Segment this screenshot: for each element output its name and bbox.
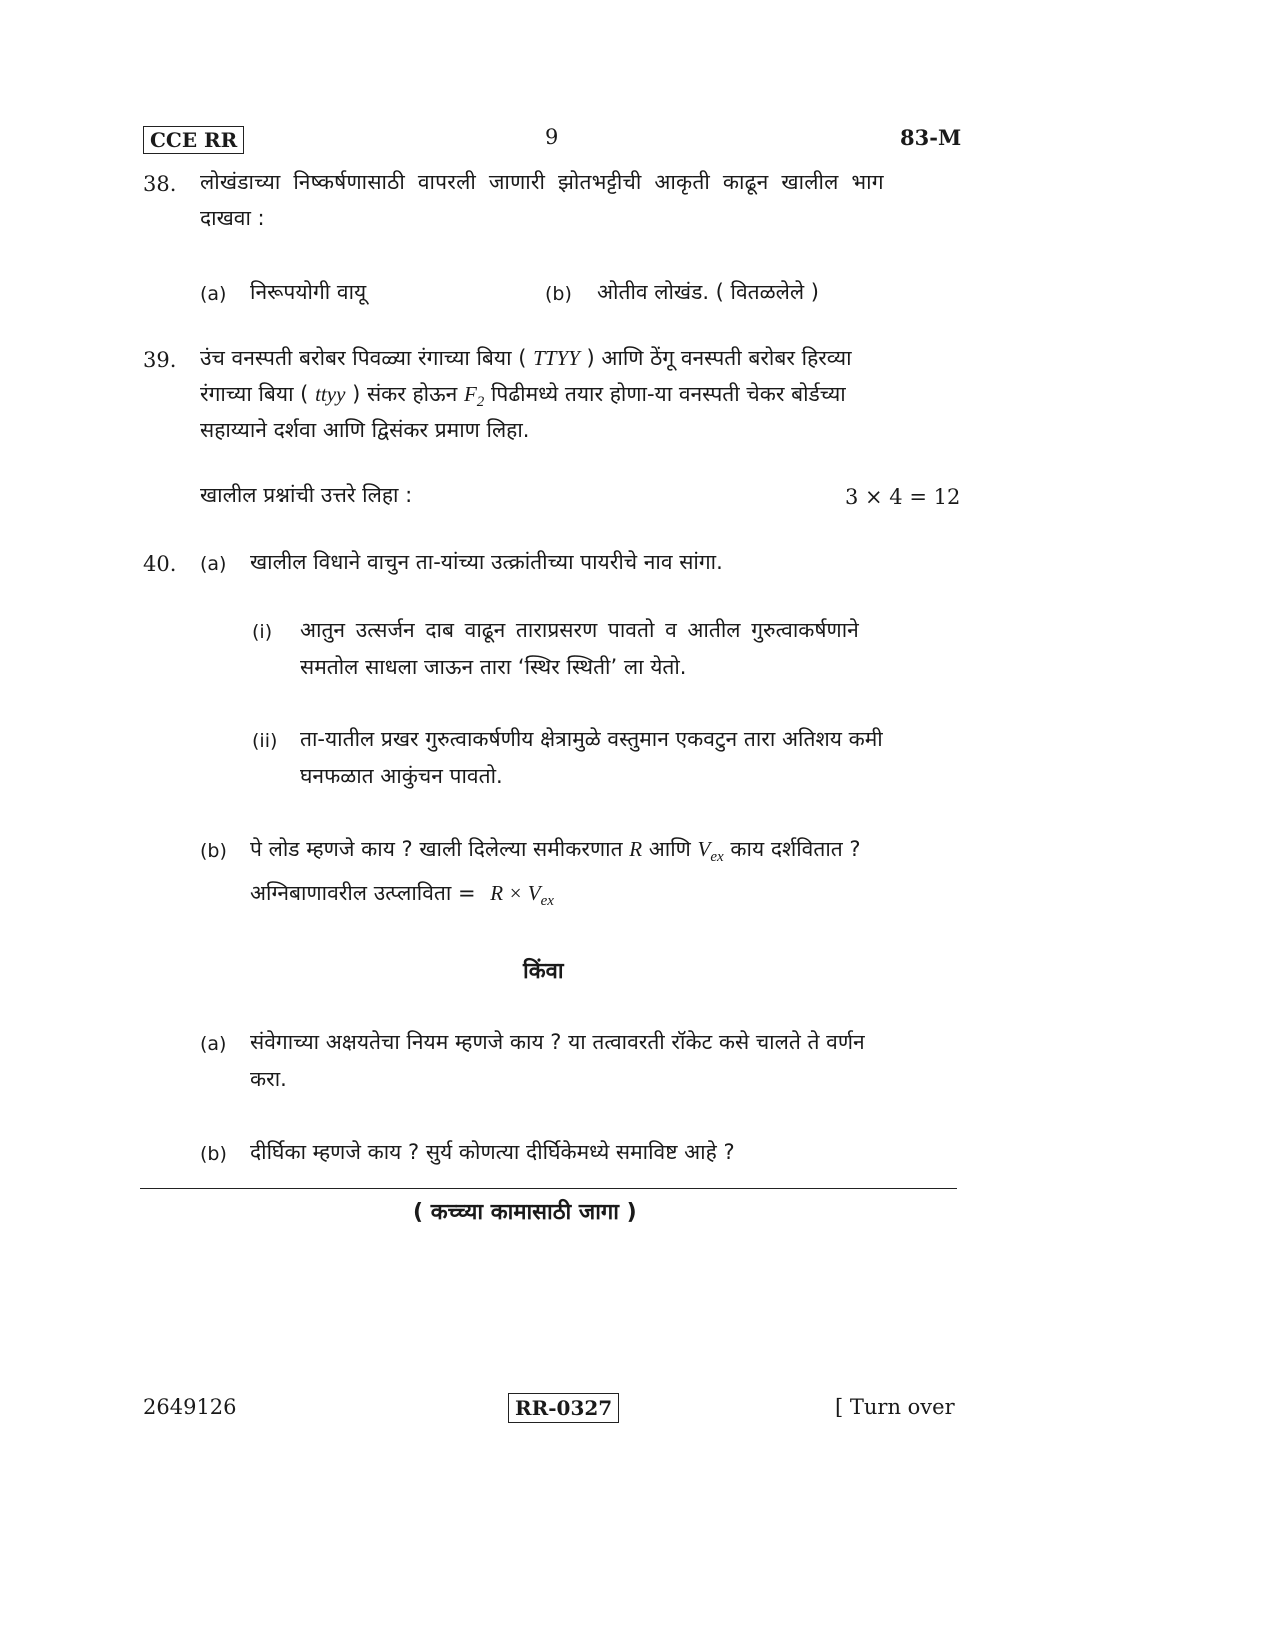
rough-work-divider [140,1188,957,1189]
alt-a-line1: संवेगाच्या अक्षयतेचा नियम म्हणजे काय ? या तत्वावरती रॉकेट कसे चालते ते वर्णन [250,1030,865,1054]
q38-line2: दाखवा : [200,206,265,230]
q40-b-R: R [629,837,643,861]
footer-left: 2649126 [143,1395,237,1419]
q40-b-V: V [697,837,711,861]
section-instruction: खालील प्रश्नांची उत्तरे लिहा : [200,483,413,507]
q40-a-label: (a) [200,553,227,575]
q40-ii-line1: ता-यातील प्रखर गुरुत्वाकर्षणीय क्षेत्रामुळे वस्तुमान एकवटुन तारा अतिशय कमी [300,727,883,751]
q39-line1-b: ) आणि ठेंगू वनस्पती बरोबर हिरव्या [586,346,852,370]
q40-b-text2: काय दर्शवितात ? [730,837,861,861]
q38-b-label: (b) [545,283,572,305]
q39-line1-a: उंच वनस्पती बरोबर पिवळ्या रंगाच्या बिया ( [200,346,527,370]
footer-turn-over: [ Turn over [835,1395,955,1419]
q39-line1-math: TTYY [533,346,580,370]
q39-f-subscript: 2 [476,394,485,411]
or-heading: किंवा [523,959,564,984]
q40-b-equation: R × V [490,881,541,905]
q39-line1 [200,340,960,377]
q38-a-text: निरूपयोगी वायू [250,280,367,304]
q40-b-text1: पे लोड म्हणजे काय ? खाली दिलेल्या समीकरणात [250,837,623,861]
section-marks: 3 × 4 = 12 [845,485,961,509]
alt-b-label: (b) [200,1143,227,1165]
q39-line2-b: ) संकर होऊन [352,382,458,406]
q40-b-and: आणि [648,837,691,861]
q39-line2-c: पिढीमध्ये तयार होणा-या वनस्पती चेकर बोर्डच्या [490,382,846,406]
q40-b-line2 [250,875,554,920]
footer-center-box: RR-0327 [508,1393,619,1423]
q38-number: 38. [143,172,177,196]
q39-f-symbol: F [463,382,477,406]
q40-i-label: (i) [252,621,273,643]
q40-number: 40. [143,552,177,576]
q40-b-line1 [250,831,965,876]
q40-b-label: (b) [200,840,227,862]
header-left-box: CCE RR [143,126,244,154]
q38-line1: लोखंडाच्या निष्कर्षणासाठी वापरली जाणारी झोतभट्टीची आकृती काढून खालील भाग [200,170,884,194]
q39-line2-math: ttyy [315,382,346,406]
q38-a-label: (a) [200,283,227,305]
q40-ii-line2: घनफळात आकुंचन पावतो. [300,764,503,788]
alt-a-line2: करा. [250,1067,287,1091]
alt-a-label: (a) [200,1033,227,1055]
q40-ii-label: (ii) [252,730,278,752]
paper-code: 83-M [900,125,962,150]
q38-b-text: ओतीव लोखंड. ( वितळलेले ) [597,280,819,304]
page-number: 9 [545,125,559,149]
q39-number: 39. [143,348,177,372]
q40-i-line1: आतुन उत्सर्जन दाब वाढून ताराप्रसरण पावतो व आतील गुरुत्वाकर्षणाने [300,618,859,642]
q40-b-line2-text: अग्निबाणावरील उत्प्लाविता = [250,881,476,905]
alt-b-text: दीर्घिका म्हणजे काय ? सुर्य कोणत्या दीर्घिकेमध्ये समाविष्ट आहे ? [250,1140,735,1164]
q39-line3: सहाय्याने दर्शवा आणि द्विसंकर प्रमाण लिहा. [200,418,530,442]
q40-b-equation-subscript: ex [540,893,554,910]
q40-a-text: खालील विधाने वाचुन ता-यांच्या उत्क्रांतीच्या पायरीचे नाव सांगा. [250,550,723,574]
q40-b-V-subscript: ex [710,849,724,866]
rough-work-label: ( कच्च्या कामासाठी जागा ) [413,1200,637,1225]
q39-line2-a: रंगाच्या बिया ( [200,382,309,406]
q40-i-line2: समतोल साधला जाऊन तारा ‘स्थिर स्थिती’ ला येतो. [300,655,687,679]
